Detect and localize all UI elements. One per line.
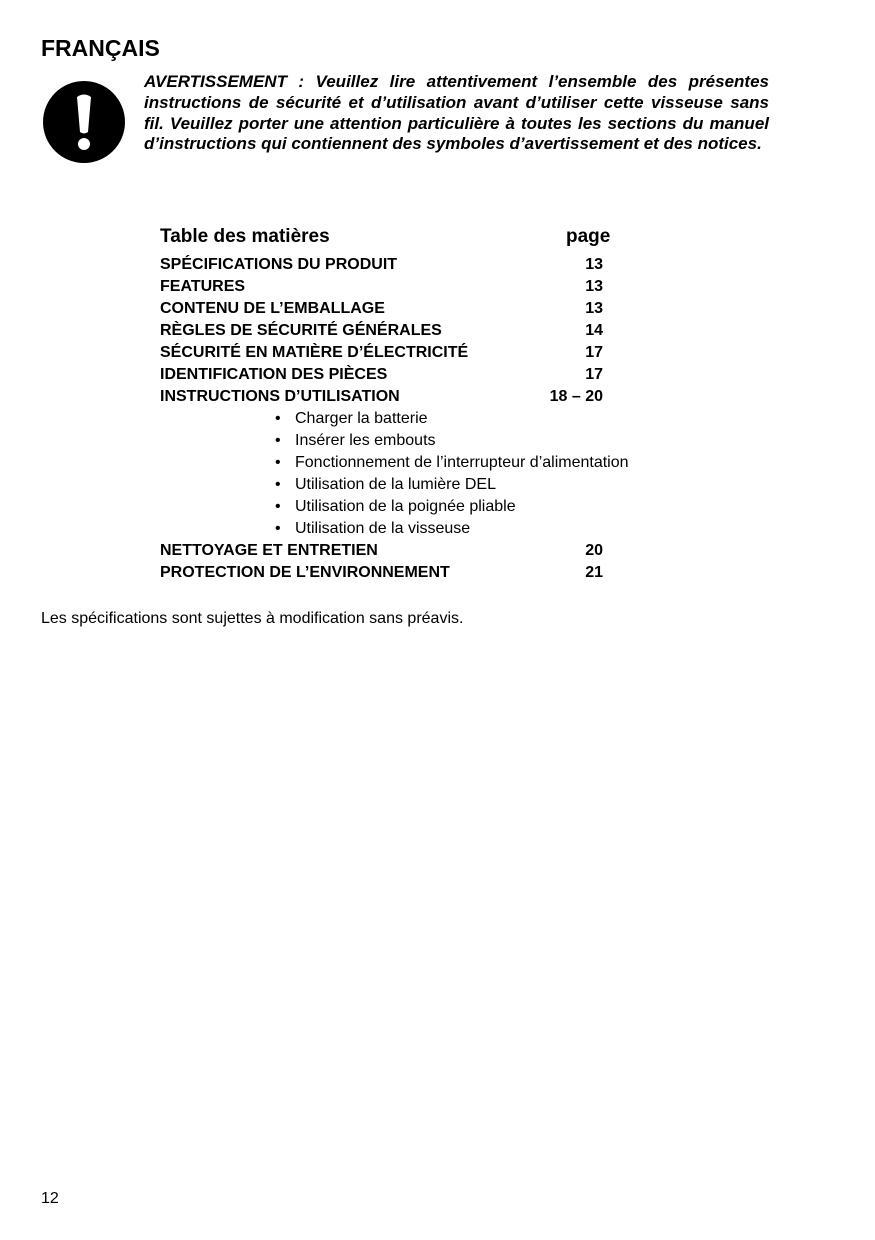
bullet-icon: • [275, 454, 281, 471]
page-number: 12 [41, 1190, 59, 1207]
toc-subitem [160, 518, 680, 540]
toc-entry [160, 342, 680, 364]
toc-entry-page: 13 [585, 300, 603, 317]
toc-subitem [160, 430, 680, 452]
toc-entry-label: RÈGLES DE SÉCURITÉ GÉNÉRALES [160, 322, 442, 339]
toc-entries [160, 254, 680, 408]
toc-title: Table des matières [160, 226, 330, 247]
toc-subitem [160, 408, 680, 430]
specifications-note: Les spécifications sont sujettes à modification sans préavis. [41, 610, 464, 627]
toc-entry-page: 21 [585, 564, 603, 581]
toc-entry-label: FEATURES [160, 278, 246, 295]
toc-subitem-label: Insérer les embouts [295, 432, 436, 449]
bullet-icon: • [275, 410, 281, 427]
toc-subitem-label: Charger la batterie [295, 410, 428, 427]
bullet-icon: • [275, 432, 281, 449]
toc-entry [160, 320, 680, 342]
toc-entry-page: 17 [585, 366, 603, 383]
section-language-title: FRANÇAIS [41, 35, 160, 61]
toc-entry-page: 13 [585, 256, 603, 273]
toc-entry-page: 13 [585, 278, 603, 295]
safety-warning-text: AVERTISSEMENT : Veuillez lire attentivement l’ensemble des présentes instructions de sécurité et d’utilisation avant d’utiliser cette visseuse sans fil. Veuillez porter une attention particulière à toutes les sections du manuel d’instructions qui contiennent des symboles d’avertissement et des notices. [144, 72, 769, 154]
toc-entry [160, 540, 680, 562]
toc-subitem-label: Utilisation de la lumière DEL [295, 476, 496, 493]
toc-entry-page: 14 [585, 322, 603, 339]
toc-entry [160, 298, 680, 320]
toc-subitem [160, 496, 680, 518]
toc-subitems [160, 408, 680, 540]
toc-entry-label: CONTENU DE L’EMBALLAGE [160, 300, 385, 317]
toc-subitem-label: Utilisation de la poignée pliable [295, 498, 516, 515]
bullet-icon: • [275, 476, 281, 493]
toc-subitem [160, 452, 680, 474]
toc-entry-label: SPÉCIFICATIONS DU PRODUIT [160, 256, 398, 273]
toc-entry [160, 386, 680, 408]
toc-page-column-header: page [566, 226, 611, 247]
toc-subitem-label: Utilisation de la visseuse [295, 520, 471, 537]
toc-entry [160, 364, 680, 386]
toc-header [160, 226, 680, 254]
toc-entry-page: 17 [585, 344, 603, 361]
toc-entry-label: PROTECTION DE L’ENVIRONNEMENT [160, 564, 450, 581]
toc-subitem-label: Fonctionnement de l’interrupteur d’alimentation [295, 454, 629, 471]
toc-entry-label: SÉCURITÉ EN MATIÈRE D’ÉLECTRICITÉ [160, 344, 469, 361]
toc-entry [160, 276, 680, 298]
exclamation-circle-icon [42, 80, 126, 164]
table-of-contents [160, 226, 680, 584]
toc-entry-page: 20 [585, 542, 603, 559]
bullet-icon: • [275, 498, 281, 515]
toc-entry-label: NETTOYAGE ET ENTRETIEN [160, 542, 378, 559]
toc-entry [160, 562, 680, 584]
toc-entry [160, 254, 680, 276]
toc-entry-page: 18 – 20 [549, 388, 603, 405]
toc-entries-after [160, 540, 680, 584]
bullet-icon: • [275, 520, 281, 537]
toc-entry-label: IDENTIFICATION DES PIÈCES [160, 366, 388, 383]
toc-entry-label: INSTRUCTIONS D’UTILISATION [160, 388, 400, 405]
toc-subitem [160, 474, 680, 496]
